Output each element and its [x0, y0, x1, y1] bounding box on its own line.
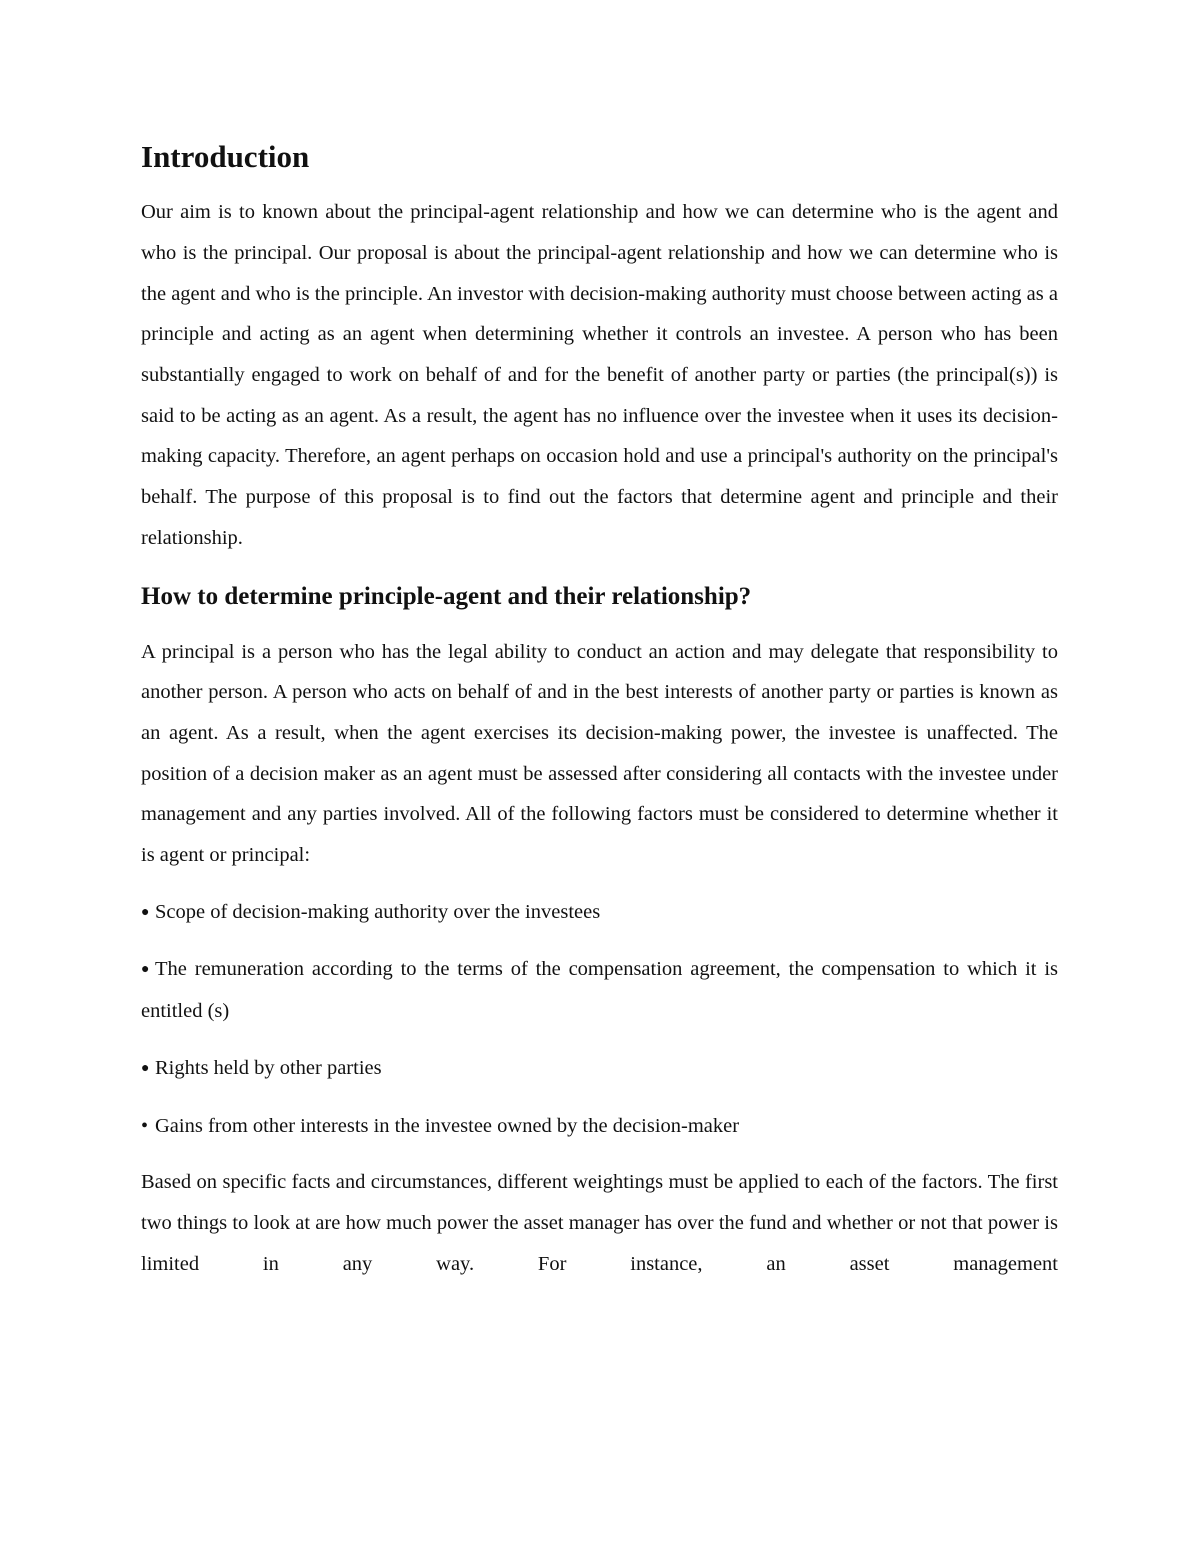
intro-paragraph: Our aim is to known about the principal-agent relationship and how we can determine who is the agent and who is the principal. Our proposal is about the principal-agent relationship and how we can determine who is the agent and who is the principle. An investor with decision-making authority must choose between acting as a principle and acting as an agent when determining whether it controls an investee. A person who has been substantially engaged to work on behalf of and for the benefit of another party or parties (the principal(s)) is said to be acting as an agent. As a result, the agent has no influence over the investee when it uses its decision-making capacity. Therefore, an agent perhaps on occasion hold and use a principal's authority on the principal's behalf. The purpose of this proposal is to find out the factors that determine agent and principle and their relationship. [141, 201, 1058, 549]
bullet-icon: ● [141, 962, 150, 978]
list-item [141, 949, 1058, 1031]
section-paragraph: A principal is a person who has the legal ability to conduct an action and may delegate that responsibility to another person. A person who acts on behalf of and in the best interests of another party or parties is known as an agent. As a result, when the agent exercises its decision-making power, the investee is unaffected. The position of a decision maker as an agent must be assessed after considering all contacts with the investee under management and any parties involved. All of the following factors must be considered to determine whether it is agent or principal: [141, 640, 1058, 867]
bullet-text: The remuneration according to the terms of the compensation agreement, the compensation to which it is entitled (s) [141, 958, 1058, 1023]
bullet-icon: • [141, 1114, 149, 1137]
bullet-text: Gains from other interests in the investee owned by the decision-maker [155, 1114, 740, 1137]
bullet-icon: ● [141, 904, 150, 920]
list-item [141, 1048, 1058, 1090]
closing-paragraph: Based on specific facts and circumstances, different weightings must be applied to each of the factors. The first two things to look at are how much power the asset manager has over the fund and whether or not that power is limited in any way. For instance, an asset management [141, 1171, 1058, 1275]
bullet-text: Rights held by other parties [155, 1056, 382, 1079]
heading-introduction: Introduction [141, 139, 310, 174]
heading-principle-agent: How to determine principle-agent and their relationship? [141, 582, 752, 610]
bullet-icon: ● [141, 1060, 150, 1076]
bullet-text: Scope of decision-making authority over the investees [155, 900, 601, 923]
list-item [141, 892, 1058, 934]
document-page [141, 138, 1058, 1284]
list-item [141, 1106, 1058, 1147]
